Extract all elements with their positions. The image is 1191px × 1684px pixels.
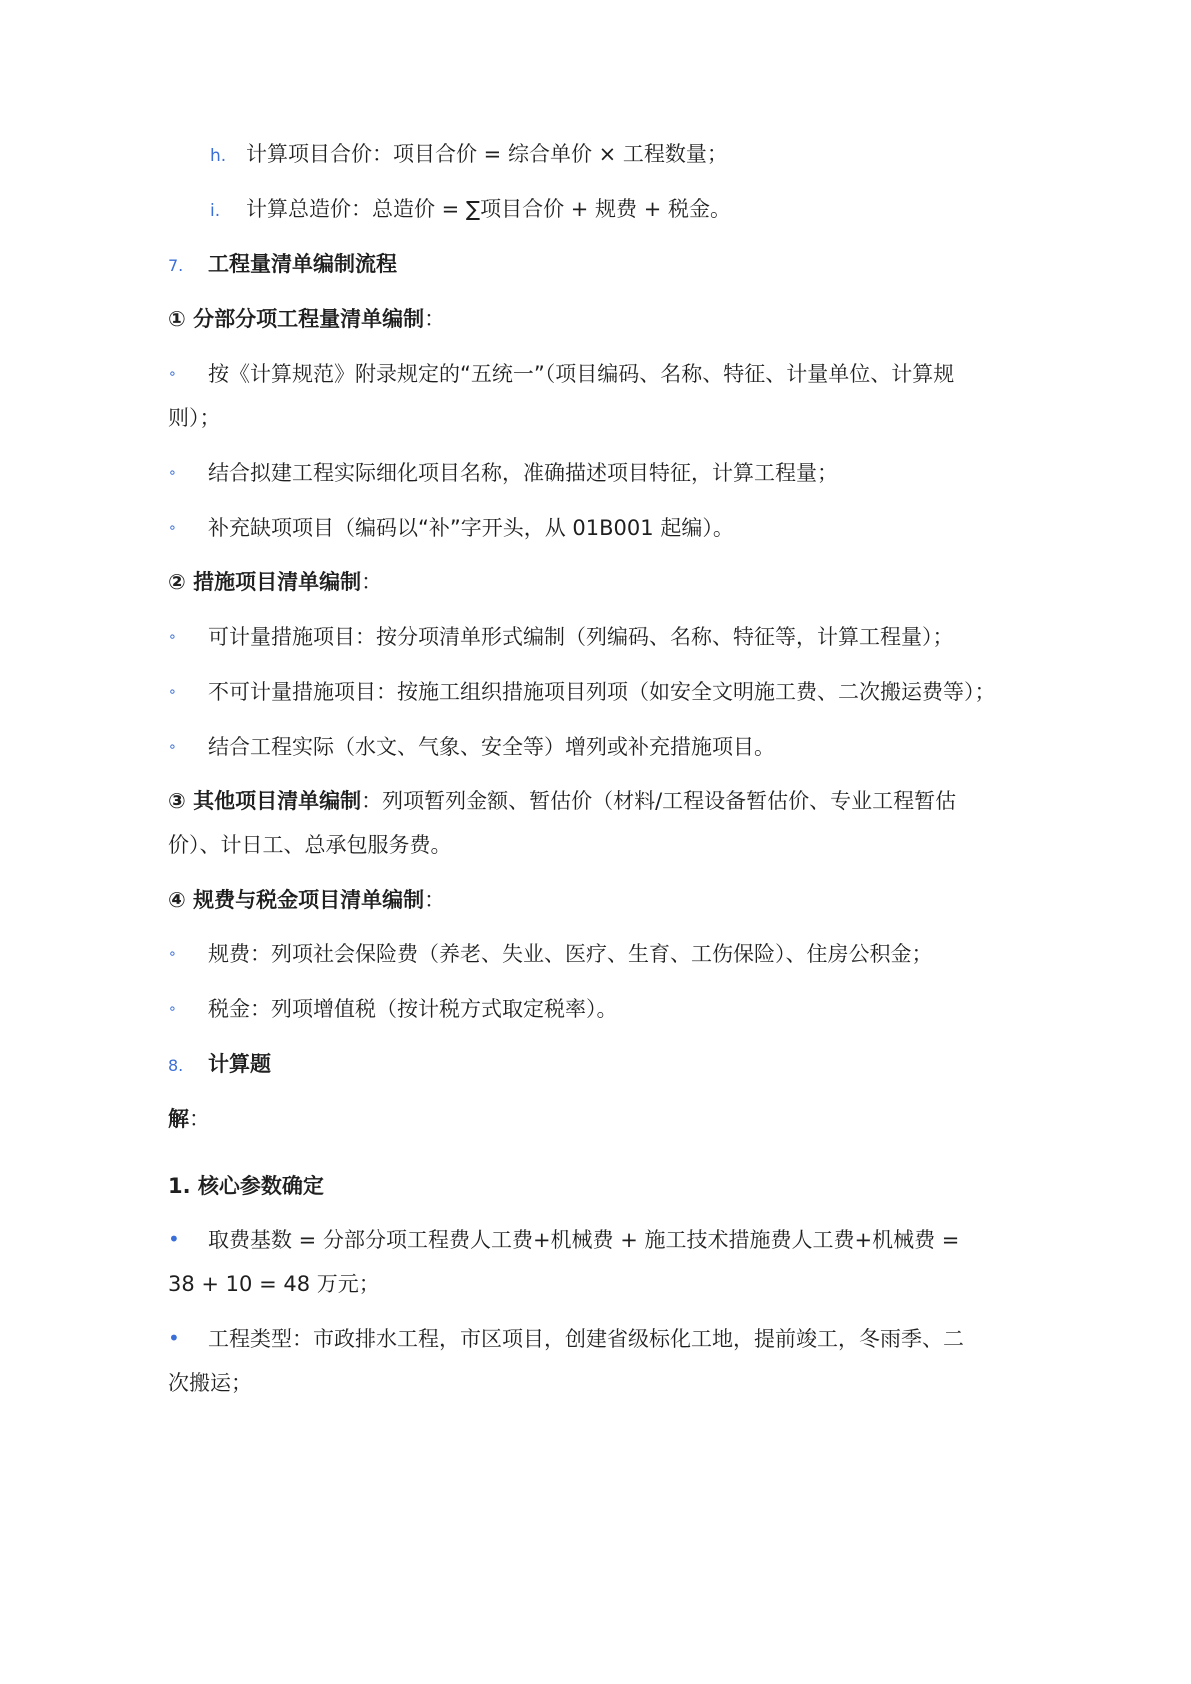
subheading-3 <box>168 778 956 825</box>
subheading-title: ④ 规费与税金项目清单编制 <box>168 888 425 912</box>
list-item-text: 取费基数 = 分部分项工程费人工费+机械费 + 施工技术措施费人工费+机械费 = <box>208 1228 960 1252</box>
solution-label <box>168 1096 210 1143</box>
list-item-text: 按《计算规范》附录规定的“五统一”（项目编码、名称、特征、计量单位、计算规 <box>208 362 955 386</box>
section-heading-7 <box>168 241 397 289</box>
bullet-marker: • <box>168 1227 180 1251</box>
list-item-text: 结合拟建工程实际细化项目名称，准确描述项目特征，计算工程量； <box>208 461 838 485</box>
colon: ： <box>424 307 446 331</box>
section-title: 工程量清单编制流程 <box>208 252 397 276</box>
list-item-text: 可计量措施项目：按分项清单形式编制（列编码、名称、特征等，计算工程量）； <box>208 625 954 649</box>
section-number: 8. <box>168 1056 184 1075</box>
subheading-text: 价）、计日工、总承包服务费。 <box>168 833 452 857</box>
list-item-text: 税金：列项增值税（按计税方式取定税率）。 <box>208 997 618 1021</box>
bullet-marker: ∘ <box>168 629 177 645</box>
list-item-text: 规费：列项社会保险费（养老、失业、医疗、生育、工伤保险）、住房公积金； <box>208 942 933 966</box>
list-item-text: 38 + 10 = 48 万元； <box>168 1272 380 1296</box>
subheading-title: ② 措施项目清单编制 <box>168 570 362 594</box>
list-item-text: 则）； <box>168 406 221 430</box>
list-item <box>168 614 954 664</box>
list-item <box>168 1217 959 1264</box>
bullet-marker: • <box>168 1326 180 1350</box>
bullet-marker: ∘ <box>168 684 177 700</box>
list-item-text: 次搬运； <box>168 1371 252 1395</box>
subheading-text: ：列项暂列金额、暂估价（材料/工程设备暂估价、专业工程暂估 <box>361 789 957 813</box>
bullet-marker: ∘ <box>168 520 177 536</box>
solution-title: 解 <box>168 1107 189 1131</box>
bullet-marker: ∘ <box>168 465 177 481</box>
colon: ： <box>189 1107 210 1131</box>
bullet-marker: ∘ <box>168 1001 177 1017</box>
subheading-title: ① 分部分项工程量清单编制 <box>168 307 425 331</box>
list-item-text: 计算总造价：总造价 = ∑项目合价 + 规费 + 税金。 <box>246 197 731 221</box>
list-item <box>168 505 734 555</box>
list-item <box>168 724 775 774</box>
list-item-h <box>210 131 728 180</box>
list-item <box>168 450 838 500</box>
list-item-text: 不可计量措施项目：按施工组织措施项目列项（如安全文明施工费、二次搬运费等）； <box>208 680 996 704</box>
list-item-text: 补充缺项项目（编码以“补”字开头，从 01B001 起编）。 <box>208 516 734 540</box>
list-item-i <box>210 186 731 235</box>
list-item-text: 结合工程实际（水文、气象、安全等）增列或补充措施项目。 <box>208 735 775 759</box>
section-number: 7. <box>168 256 184 275</box>
list-item-continuation <box>168 1261 380 1308</box>
bullet-marker: ∘ <box>168 946 177 962</box>
list-item-text: 计算项目合价：项目合价 = 综合单价 × 工程数量； <box>246 142 728 166</box>
subheading-2 <box>168 559 382 606</box>
heading-1 <box>168 1163 324 1210</box>
list-item-text: 工程类型：市政排水工程，市区项目，创建省级标化工地，提前竣工，冬雨季、二 <box>208 1327 964 1351</box>
colon: ： <box>361 570 383 594</box>
bullet-marker: ∘ <box>168 366 177 382</box>
list-item-continuation <box>168 1360 252 1407</box>
list-item <box>168 931 933 981</box>
heading-title: 1. 核心参数确定 <box>168 1174 324 1198</box>
subheading-1 <box>168 296 445 343</box>
list-item <box>168 669 996 719</box>
section-title: 计算题 <box>208 1052 271 1076</box>
list-item <box>168 986 618 1036</box>
list-marker: h. <box>210 146 227 166</box>
list-item <box>168 351 954 401</box>
bullet-marker: ∘ <box>168 739 177 755</box>
subheading-4 <box>168 877 445 924</box>
list-item <box>168 1316 964 1363</box>
list-marker: i. <box>210 201 221 221</box>
subheading-continuation <box>168 822 452 869</box>
section-heading-8 <box>168 1041 271 1089</box>
colon: ： <box>424 888 446 912</box>
list-item-continuation <box>168 395 221 442</box>
subheading-title: ③ 其他项目清单编制 <box>168 789 362 813</box>
